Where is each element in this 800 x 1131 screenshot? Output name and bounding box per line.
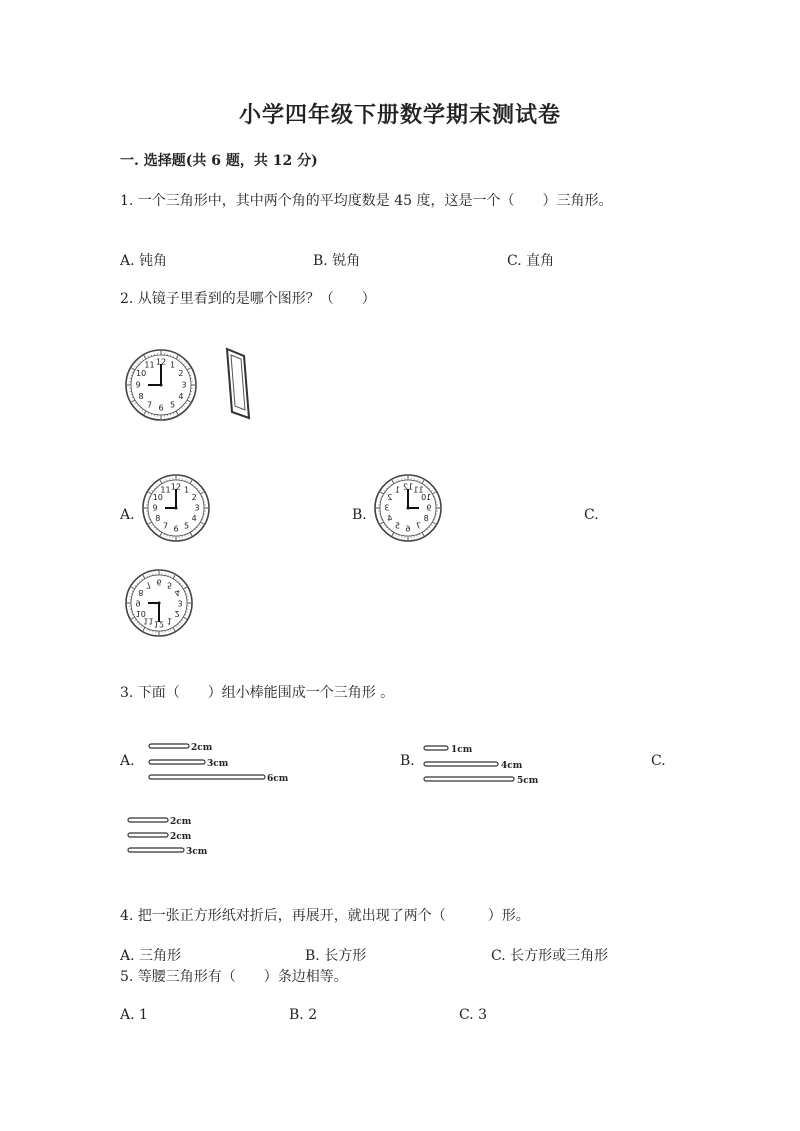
clock-number: 2 — [174, 609, 180, 618]
clock-number: 2 — [178, 369, 184, 378]
stick-b3-label: 5cm — [517, 776, 539, 786]
clock-number: 8 — [138, 588, 144, 597]
stick-group-a — [145, 740, 305, 784]
section-heading: 一. 选择题(共 6 题，共 12 分) — [120, 153, 318, 169]
clock-number: 4 — [174, 588, 180, 597]
stick-group-c — [126, 814, 236, 860]
clock-number: 5 — [394, 521, 401, 531]
clock-number: 9 — [135, 598, 141, 608]
clock-number: 6 — [405, 524, 411, 534]
clock-number: 1 — [394, 485, 401, 495]
question-2-text: 2. 从镜子里看到的是哪个图形？（ ） — [120, 291, 376, 307]
clock-number: 9 — [152, 503, 158, 513]
clock-number: 11 — [143, 616, 154, 626]
clock-number: 2 — [191, 493, 197, 502]
q4-option-c: C. 长方形或三角形 — [491, 948, 609, 964]
question-1-text: 1. 一个三角形中，其中两个角的平均度数是 45 度，这是一个（ ）三角形。 — [120, 193, 613, 209]
q3-option-c: C. — [651, 753, 666, 769]
clock-option-b — [373, 473, 443, 543]
clock-number: 1 — [183, 485, 190, 495]
stick-c2-label: 2cm — [170, 832, 192, 842]
clock-number: 4 — [178, 392, 184, 401]
clock-number: 11 — [413, 485, 424, 495]
clock-number: 8 — [155, 514, 161, 523]
q5-option-a: A. 1 — [120, 1007, 148, 1023]
q1-option-b: B. 锐角 — [313, 253, 361, 269]
stick-a1-label: 2cm — [191, 743, 213, 753]
clock-number: 4 — [191, 514, 197, 523]
clock-option-a — [141, 473, 211, 543]
q4-option-b: B. 长方形 — [305, 948, 367, 964]
clock-number: 10 — [135, 609, 146, 618]
clock-number: 7 — [162, 521, 169, 531]
q1-option-c: C. 直角 — [507, 253, 555, 269]
q1-option-a: A. 钝角 — [120, 253, 168, 269]
clock-number: 12 — [153, 619, 165, 629]
clock-number: 6 — [173, 524, 179, 534]
stick-c3-label: 3cm — [186, 847, 208, 857]
clock-number: 7 — [415, 521, 422, 531]
page-title: 小学四年级下册数学期末测试卷 — [238, 102, 561, 128]
question-4-text: 4. 把一张正方形纸对折后，再展开，就出现了两个（ ）形。 — [120, 908, 530, 924]
stick-b1-label: 1cm — [451, 745, 473, 755]
stick-a2-label: 3cm — [207, 759, 229, 769]
clock-number: 4 — [387, 514, 393, 523]
clock-number: 11 — [144, 360, 155, 370]
clock-number: 1 — [169, 360, 176, 370]
q5-option-b: B. 2 — [289, 1007, 318, 1023]
clock-number: 10 — [152, 493, 163, 502]
clock-number: 1 — [166, 616, 173, 626]
clock-number: 9 — [135, 380, 141, 390]
clock-number: 12 — [155, 357, 167, 367]
clock-number: 11 — [160, 485, 171, 495]
clock-number: 10 — [135, 369, 147, 378]
clock-number: 10 — [421, 493, 432, 502]
clock-number: 6 — [156, 577, 162, 587]
clock-number: 7 — [146, 400, 153, 410]
clock-option-c — [124, 568, 194, 638]
clock-number: 12 — [402, 482, 414, 492]
clock-original — [124, 348, 198, 422]
clock-number: 9 — [426, 503, 432, 513]
q2-option-c: C. — [584, 507, 599, 523]
question-5-text: 5. 等腰三角形有（ ）条边相等。 — [120, 969, 348, 985]
clock-number: 5 — [183, 521, 190, 531]
clock-number: 3 — [181, 380, 187, 390]
clock-number: 3 — [194, 503, 200, 513]
q2-option-b: B. — [352, 507, 367, 523]
q5-option-c: C. 3 — [459, 1007, 488, 1023]
clock-number: 2 — [387, 493, 393, 502]
q2-option-a: A. — [120, 507, 135, 523]
mirror-icon — [224, 346, 252, 422]
stick-c1-label: 2cm — [170, 817, 192, 827]
clock-number: 12 — [170, 482, 182, 492]
clock-number: 8 — [138, 392, 144, 401]
clock-number: 6 — [158, 403, 164, 413]
q4-option-a: A. 三角形 — [120, 948, 182, 964]
q3-option-a: A. — [120, 753, 135, 769]
stick-a3-label: 6cm — [267, 774, 289, 784]
clock-number: 5 — [169, 400, 176, 410]
clock-number: 7 — [145, 580, 152, 590]
stick-group-b — [422, 742, 562, 786]
clock-number: 3 — [384, 503, 390, 513]
q3-option-b: B. — [400, 753, 415, 769]
clock-number: 5 — [166, 580, 173, 590]
stick-b2-label: 4cm — [501, 761, 523, 771]
question-3-text: 3. 下面（ ）组小棒能围成一个三角形 。 — [120, 685, 395, 701]
clock-number: 8 — [423, 514, 429, 523]
clock-number: 3 — [177, 598, 183, 608]
